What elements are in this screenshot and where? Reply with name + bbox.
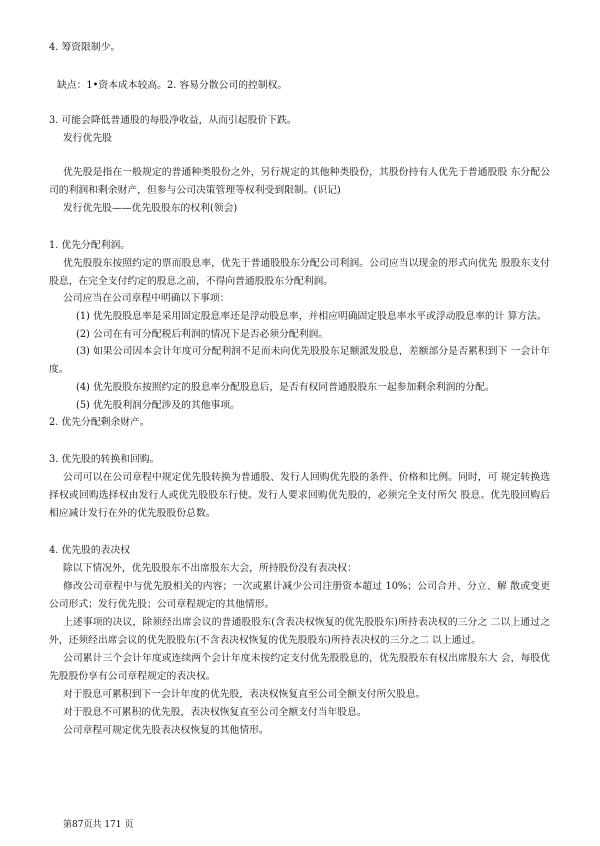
section-heading-preferred-stock: 发行优先股 bbox=[63, 133, 112, 144]
cumulative-dividend-rule: 对于股息可累积到下一会计年度的优先股，表决权恢复直至公司全额支付所欠股息。 bbox=[63, 689, 426, 700]
section-heading-shareholder-rights: 发行优先股——优先股股东的权利(领会) bbox=[63, 203, 238, 214]
page-number: 第87页共 171 页 bbox=[63, 820, 134, 830]
disadvantages-line: 缺点：1•资本成本较高。2. 容易分散公司的控制权。 bbox=[57, 80, 288, 91]
charter-items-intro: 公司应当在公司章程中明确以下事项： bbox=[63, 293, 230, 304]
charter-item-4: (4) 优先股股东按照约定的股息率分配股息后，是否有权同普通股股东一起参加剩余利润的分配。 bbox=[76, 382, 495, 393]
paragraph-conversion-repurchase: 公司可以在公司章程中规定优先股转换为普通股、发行人回购优先股的条件、价格和比例。同时，可 规定转换选择权或回购选择权由发行人或优先股股东行使。发行人要求回购优先股的，必须完全支付所欠 股息。优先股回购后相应减计发行在外的优先股股份总数。 bbox=[49, 472, 550, 519]
charter-item-2: (2) 公司在有可分配税后利润的情况下是否必须分配利润。 bbox=[76, 329, 329, 340]
noncumulative-dividend-rule: 对于股息不可累积的优先股，表决权恢复直至公司全额支付当年股息。 bbox=[63, 707, 367, 718]
charter-item-1: (1) 优先股股息率是采用固定股息率还是浮动股息率，并相应明确固定股息率水平或浮动股息率的计 算方法。 bbox=[76, 311, 547, 322]
heading-conversion-repurchase: 3. 优先股的转换和回购。 bbox=[49, 454, 160, 465]
heading-voting-rights: 4. 优先股的表决权 bbox=[49, 545, 131, 556]
charter-item-5: (5) 优先股利润分配涉及的其他事项。 bbox=[76, 400, 240, 411]
voting-rights-intro: 除以下情况外，优先股股东不出席股东大会，所持股份没有表决权： bbox=[63, 563, 357, 574]
charter-item-3: (3) 如果公司因本会计年度可分配利润不足而未向优先股股东足额派发股息，差额部分是否累积到下 一会计年度。 bbox=[49, 346, 550, 375]
list-item-eps-dilution: 3. 可能会降低普通股的每股净收益，从而引起股价下跌。 bbox=[49, 115, 297, 126]
list-item-financing-limits: 4. 筹资限制少。 bbox=[49, 42, 121, 53]
paragraph-dividend-priority: 优先股股东按照约定的票而股息率，优先于普通股股东分配公司利润。公司应当以现金的形式向优先 股股东支付股息，在完全支付约定的股息之前，不得向普通股股东分配利润。 bbox=[49, 258, 550, 287]
other-restoration-cases: 公司章程可规定优先股表决权恢复的其他情形。 bbox=[63, 725, 269, 736]
paragraph-voting-restoration: 公司累计三个会计年度或连续两个会计年度未按约定支付优先股股息的，优先股股东有权出席股东大 会，每股优先股股份享有公司章程规定的表决权。 bbox=[49, 653, 550, 682]
paragraph-resolution-threshold: 上述事项的决议，除须经出席会议的普通股股东(含表决权恢复的优先股股东)所持表决权的三分之 二以上通过之外，还须经出席会议的优先股股东(不含表决权恢复的优先股股东)所持表决权的三分之二 以上通过。 bbox=[49, 617, 550, 646]
heading-profit-priority: 1. 优先分配利润。 bbox=[49, 240, 131, 251]
paragraph-preferred-stock-definition: 优先股是指在一般规定的普通种类股份之外，另行规定的其他种类股份，其股份持有人优先于普通股股 东分配公司的利润和剩余财产，但参与公司决策管理等权利受到限制。(识记) bbox=[49, 167, 550, 196]
heading-residual-assets: 2. 优先分配剩余财产。 bbox=[49, 417, 150, 428]
paragraph-voting-matters: 修改公司章程中与优先股相关的内容；一次或累计减少公司注册资本超过 10%；公司合并、分立、解 散或变更公司形式；发行优先股；公司章程规定的其他情形。 bbox=[49, 581, 550, 610]
